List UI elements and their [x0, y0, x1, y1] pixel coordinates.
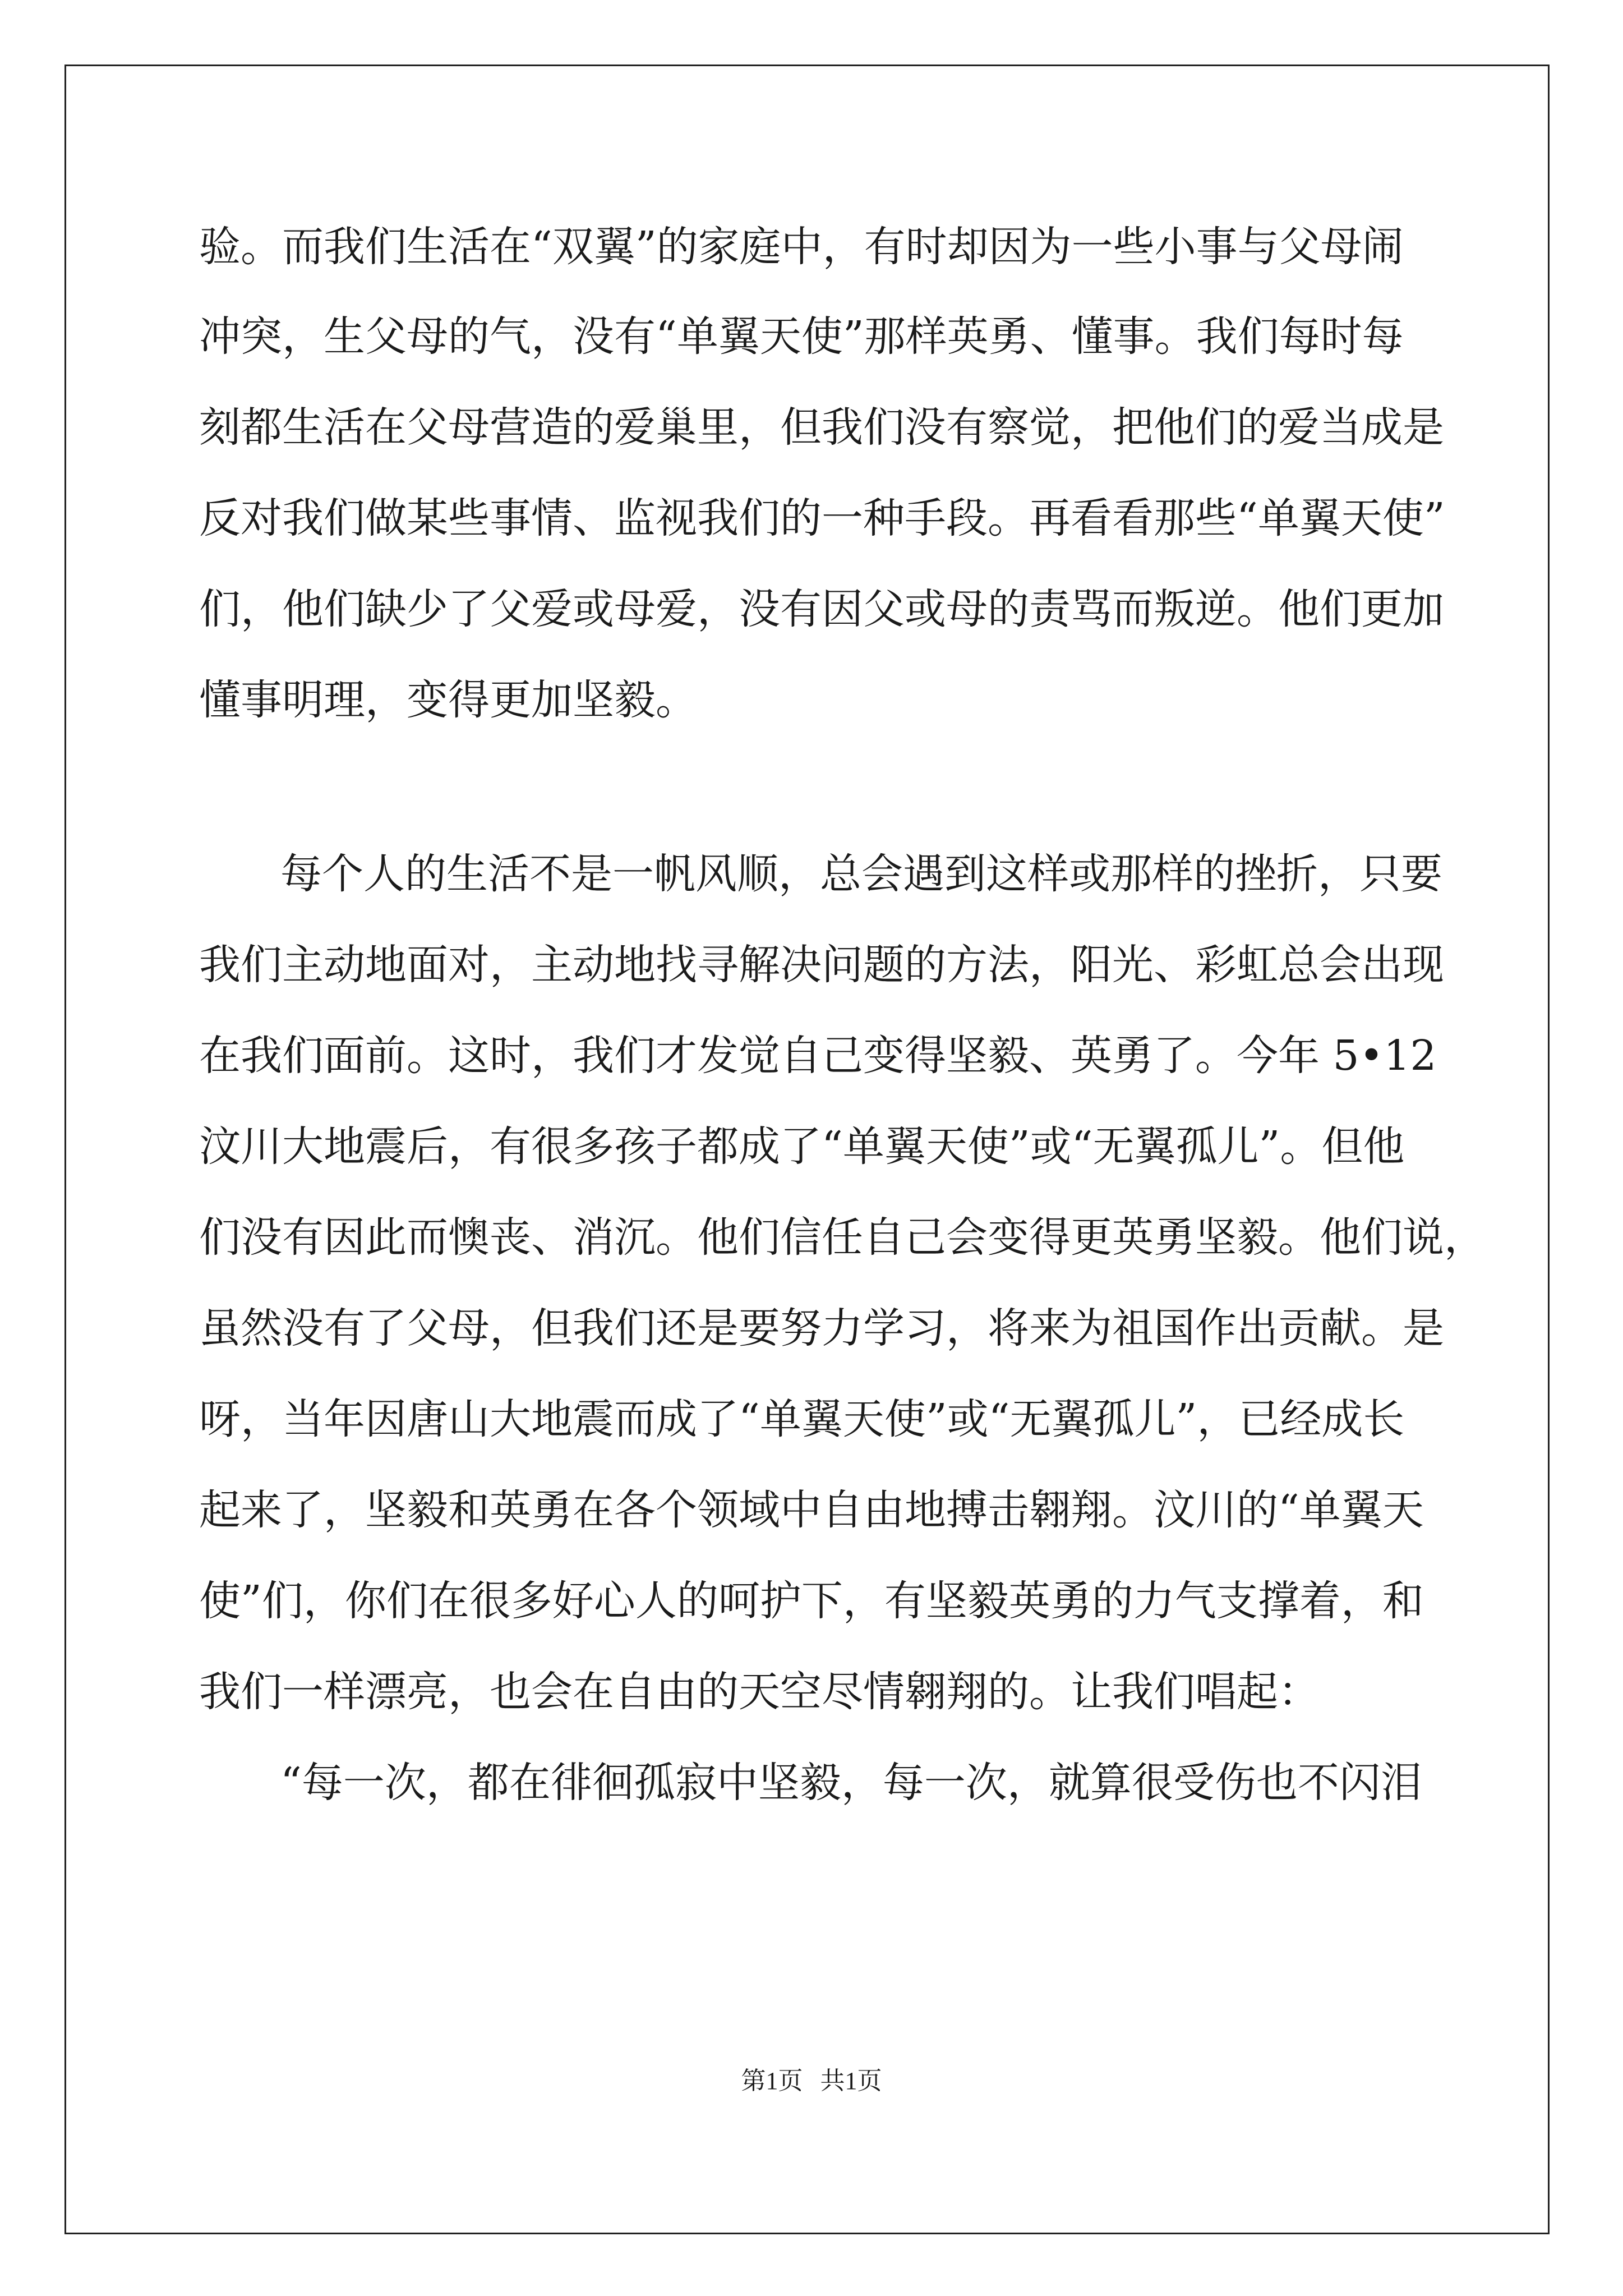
body-line: 懂事明理，变得更加坚毅。	[199, 676, 697, 724]
body-line: 冲突，生父母的气，没有“单翼天使”那样英勇、懂事。我们每时每	[199, 312, 1404, 361]
page-number: 第1页	[741, 2067, 803, 2095]
page-footer	[0, 2064, 1623, 2098]
body-line: 们，他们缺少了父爱或母爱，没有因父或母的责骂而叛逆。他们更加	[199, 585, 1444, 633]
body-line: 起来了，坚毅和英勇在各个领域中自由地搏击翱翔。汶川的“单翼天	[199, 1486, 1424, 1534]
quote-line: “每一次，都在徘徊孤寂中坚毅，每一次，就算很受伤也不闪泪	[280, 1759, 1422, 1807]
body-line: 我们一样漂亮，也会在自由的天空尽情翱翔的。让我们唱起：	[199, 1668, 1320, 1716]
body-line: 反对我们做某些事情、监视我们的一种手段。再看看那些“单翼天使”	[199, 494, 1445, 542]
body-line: 在我们面前。这时，我们才发觉自己变得坚毅、英勇了。今年 5•12	[199, 1032, 1437, 1080]
body-line: 汶川大地震后，有很多孩子都成了“单翼天使”或“无翼孤儿”。但他	[199, 1122, 1405, 1171]
body-line: 使”们，你们在很多好心人的呵护下，有坚毅英勇的力气支撑着，和	[199, 1577, 1424, 1625]
page-total: 共1页	[820, 2067, 882, 2095]
body-line: 刻都生活在父母营造的爱巢里，但我们没有察觉，把他们的爱当成是	[199, 403, 1444, 452]
body-line: 我们主动地面对，主动地找寻解决问题的方法，阳光、彩虹总会出现	[199, 941, 1444, 989]
body-line: 们没有因此而懊丧、消沉。他们信任自己会变得更英勇坚毅。他们说，	[199, 1213, 1486, 1262]
body-line: 呀，当年因唐山大地震而成了“单翼天使”或“无翼孤儿”，已经成长	[199, 1395, 1405, 1443]
paragraph-first-line: 每个人的生活不是一帆风顺，总会遇到这样或那样的挫折，只要	[280, 850, 1442, 898]
body-line: 虽然没有了父母，但我们还是要努力学习，将来为祖国作出贡献。是	[199, 1304, 1444, 1352]
body-line: 验。而我们生活在“双翼”的家庭中，有时却因为一些小事与父母闹	[199, 223, 1404, 271]
